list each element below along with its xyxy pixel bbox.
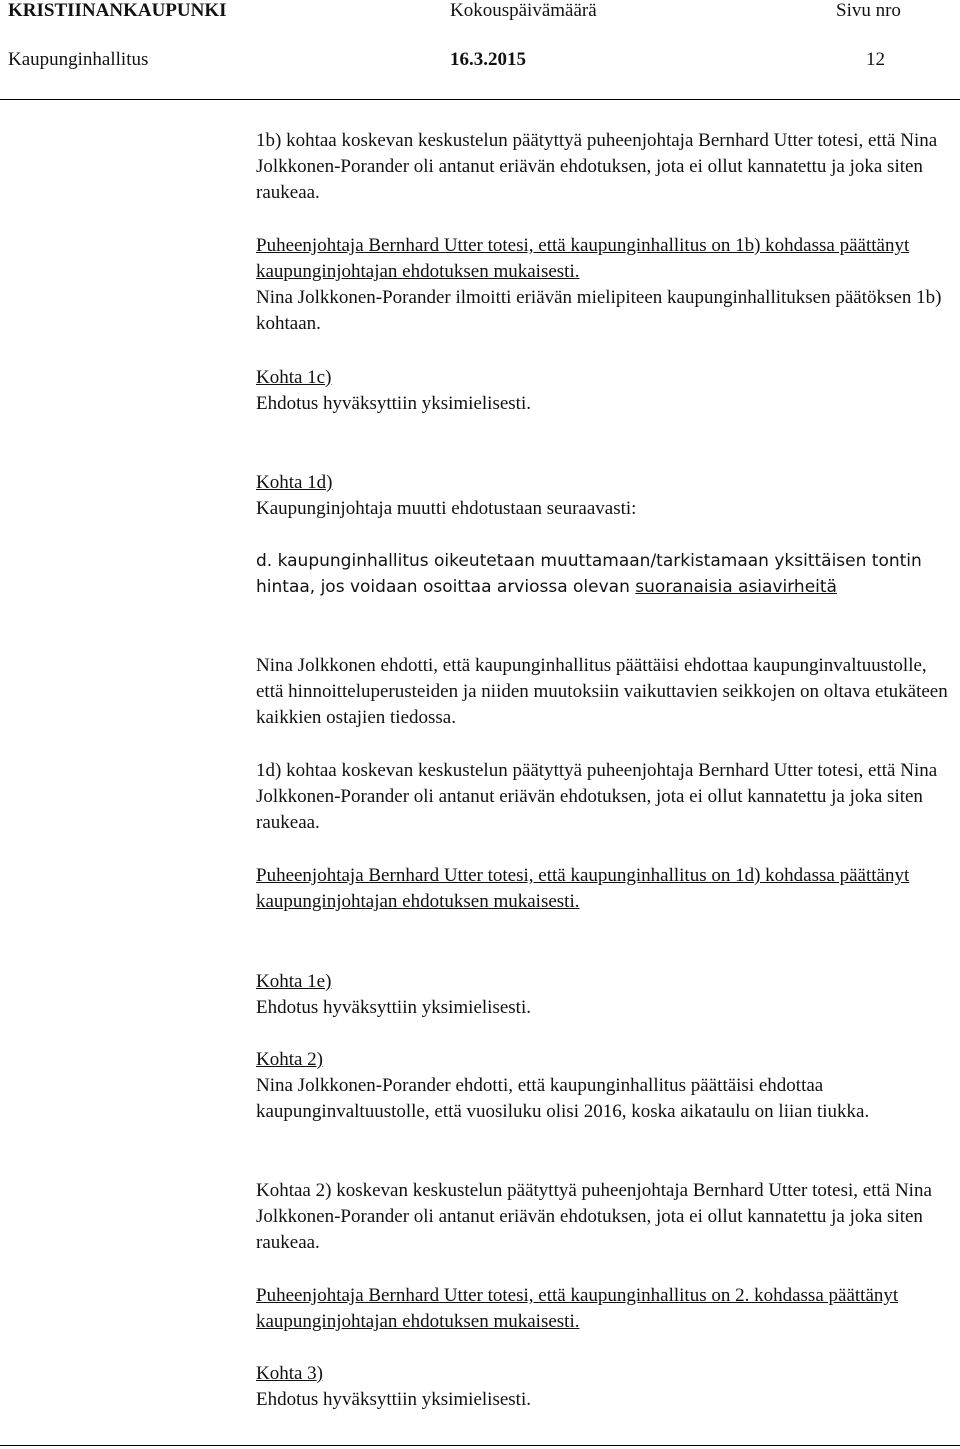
paragraph-jolkkonen-proposal: Nina Jolkkonen ehdotti, että kaupunginhallitus päättäisi ehdottaa kaupunginvaltuustolle, että hinnoitteluperusteiden ja niiden muutoksiin vaikuttavien seikkojen on oltava etukäteen kaikkien ostajien tiedossa. [256,655,948,728]
proposal-d [256,548,956,600]
page-header [0,0,960,100]
paragraph-2-decision: Puheenjohtaja Bernhard Utter totesi, että kaupunginhallitus on 2. kohdassa päättänyt kaupunginjohtajan ehdotuksen mukaisesti. [256,1285,899,1332]
paragraph-1b-discussion: 1b) kohtaa koskevan keskustelun päätyttyä puheenjohtaja Bernhard Utter totesi, että Nina Jolkkonen-Porander oli antanut eriävän ehdotuksen, jota ei ollut kannatettu ja joka siten raukeaa. [256,130,938,203]
heading-kohta-1e: Kohta 1e) [256,971,332,992]
paragraph-1d-decision: Puheenjohtaja Bernhard Utter totesi, että kaupunginhallitus on 1d) kohdassa päättänyt kaupunginjohtajan ehdotuksen mukaisesti. [256,865,910,912]
text-kohta-1c: Ehdotus hyväksyttiin yksimielisesti. [256,393,531,414]
text-kohta-2: Nina Jolkkonen-Porander ehdotti, että kaupunginhallitus päättäisi ehdottaa kaupunginvaltuustolle, että vuosiluku olisi 2016, koska aikataulu on liian tiukka. [256,1075,870,1122]
paragraph-1d-discussion: 1d) kohtaa koskevan keskustelun päätyttyä puheenjohtaja Bernhard Utter totesi, että Nina Jolkkonen-Porander oli antanut eriävän ehdotuksen, jota ei ollut kannatettu ja joka siten raukeaa. [256,760,938,833]
heading-kohta-1c: Kohta 1c) [256,367,332,388]
proposal-d-underlined: suoranaisia asiavirheitä [635,577,837,597]
header-divider [0,99,960,100]
organization-name: KRISTIINANKAUPUNKI [8,0,227,21]
page-number-label: Sivu nro [836,0,901,21]
text-kohta-3: Ehdotus hyväksyttiin yksimielisesti. [256,1389,531,1410]
paragraph-1b-decision: Puheenjohtaja Bernhard Utter totesi, että kaupunginhallitus on 1b) kohdassa päättänyt kaupunginjohtajan ehdotuksen mukaisesti. [256,235,910,282]
heading-kohta-2: Kohta 2) [256,1049,324,1070]
meeting-date-label: Kokouspäivämäärä [450,0,597,21]
page-number: 12 [866,49,885,70]
body-name: Kaupunginhallitus [8,49,149,70]
text-kohta-1e: Ehdotus hyväksyttiin yksimielisesti. [256,997,531,1018]
footer-divider [0,1445,960,1446]
meeting-date: 16.3.2015 [450,49,526,70]
paragraph-dissent: Nina Jolkkonen-Porander ilmoitti eriävän mielipiteen kaupunginhallituksen päätöksen 1b) kohtaan. [256,287,942,334]
proposal-d-text: d. kaupunginhallitus oikeutetaan muuttamaan/tarkistamaan yksittäisen tontin hintaa, jos voidaan osoittaa arviossa olevan [256,551,922,597]
text-kohta-1d: Kaupunginjohtaja muutti ehdotustaan seuraavasti: [256,498,637,519]
heading-kohta-3: Kohta 3) [256,1363,324,1384]
paragraph-2-discussion: Kohtaa 2) koskevan keskustelun päätyttyä puheenjohtaja Bernhard Utter totesi, että Nina Jolkkonen-Porander oli antanut eriävän ehdotuksen, jota ei ollut kannatettu ja joka siten raukeaa. [256,1180,932,1253]
heading-kohta-1d: Kohta 1d) [256,472,333,493]
